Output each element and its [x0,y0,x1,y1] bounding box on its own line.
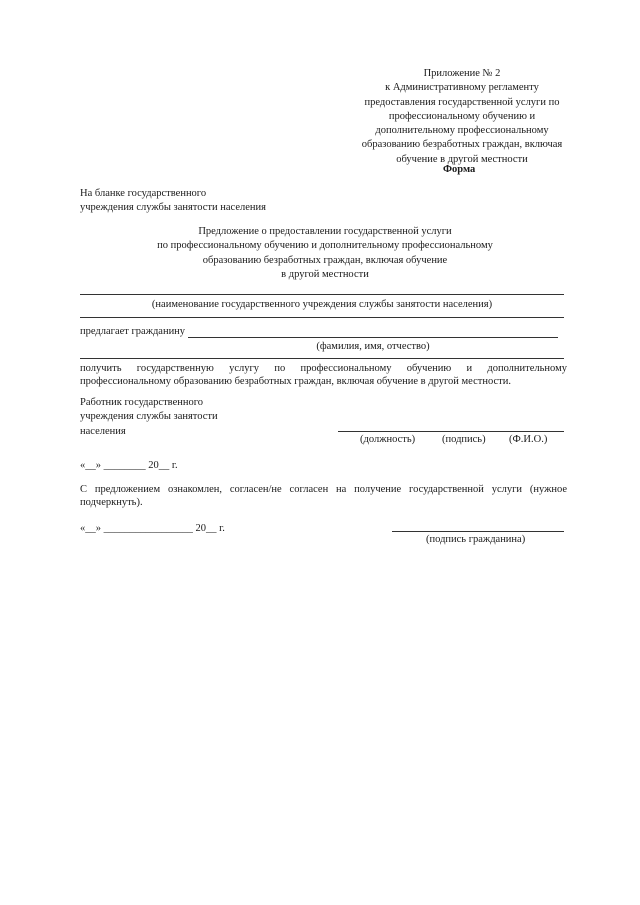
title-line: Предложение о предоставлении государственной услуги [198,226,452,237]
date-field-2[interactable]: «__» _________________ 20__ г. [80,523,225,534]
worker-label [80,396,218,439]
letterhead-note [80,187,266,216]
appendix-line: образованию безработных граждан, включая [361,139,563,151]
title-line: по профессиональному обучению и дополнительному профессиональному [157,240,493,252]
worker-signature-line[interactable] [338,431,564,432]
worker-line: учреждения службы занятости [80,411,218,423]
institution-name-line[interactable] [80,294,564,295]
citizen-name-line-2[interactable] [80,358,564,359]
institution-name-line-2[interactable] [80,317,564,318]
appendix-line: обучение в другой местности [396,153,528,165]
position-caption: (должность) [360,434,416,445]
acquaintance-text-line: С предложением ознакомлен, согласен/не согласен на получение государственной услуги (нужное [80,484,567,495]
fio-caption: (Ф.И.О.) [509,434,548,445]
signature-caption: (подпись) [442,434,486,445]
citizen-signature-caption: (подпись гражданина) [426,534,526,545]
service-text-line: профессиональному образованию безработных граждан, включая обучение в другой местности. [80,376,511,387]
offers-label: предлагает гражданину [80,326,186,337]
letterhead-line: учреждения службы занятости населения [80,202,266,214]
form-label: Форма [443,164,476,175]
appendix-line: к Административному регламенту [385,82,539,94]
title-line: в другой местности [281,268,369,280]
appendix-line: предоставления государственной услуги по [364,96,560,108]
appendix-line: дополнительному профессиональному [375,125,549,137]
citizen-name-line[interactable] [188,337,558,338]
title-line: образованию безработных граждан, включая обучение [202,254,448,266]
citizen-signature-line[interactable] [392,531,564,532]
worker-line: населения [80,425,126,437]
appendix-line: профессиональному обучению и [388,110,536,122]
appendix-header [340,67,584,167]
acquaintance-text-line: подчеркнуть). [80,497,143,508]
letterhead-line: На бланке государственного [80,188,207,199]
institution-caption: (наименование государственного учреждения службы занятости населения) [151,299,493,310]
date-field[interactable]: «__» ________ 20__ г. [80,460,178,471]
service-text-line: получить государственную услугу по профессиональному обучению и дополнительному [80,363,567,374]
worker-line: Работник государственного [80,397,204,408]
proposal-title [120,225,530,282]
appendix-line: Приложение № 2 [423,68,501,79]
citizen-caption: (фамилия, имя, отчество) [316,341,430,352]
